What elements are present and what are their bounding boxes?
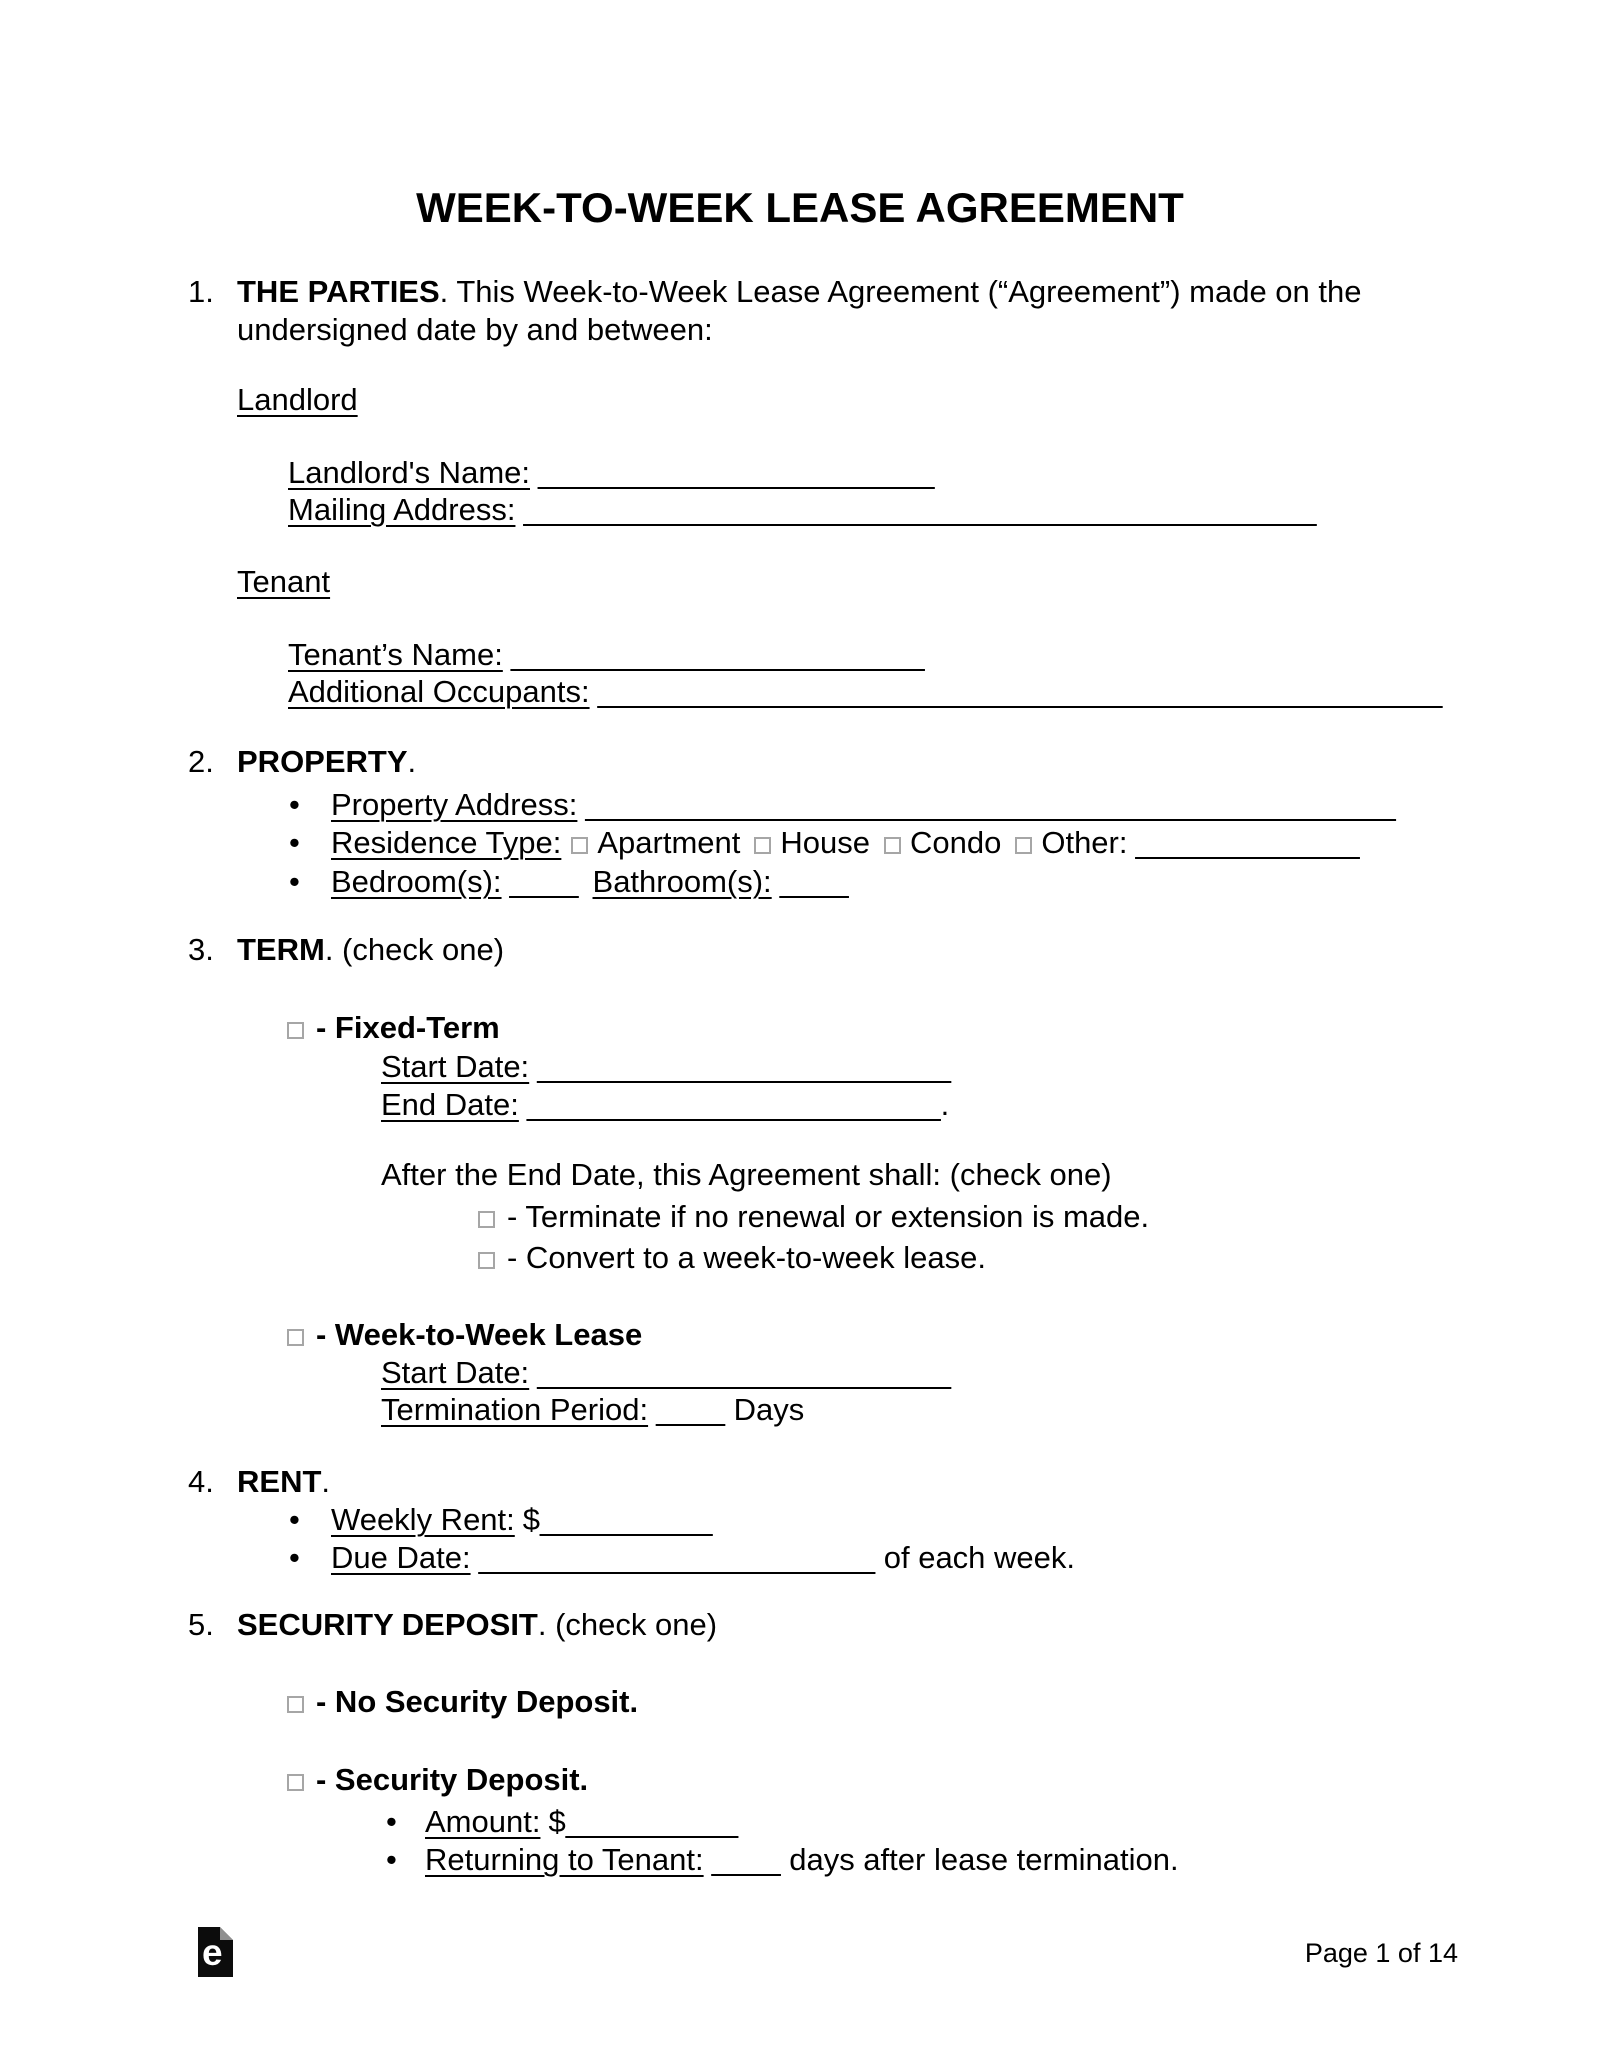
landlord-heading: Landlord (237, 382, 358, 417)
logo-letter: e (202, 1932, 223, 1973)
no-security-deposit-line (287, 1686, 638, 1717)
bullet-icon: • (289, 787, 300, 822)
bullet-icon: • (386, 1842, 397, 1877)
section-number-property: 2. (188, 744, 214, 779)
fixed-term-option-line (287, 1012, 500, 1043)
section-deposit-heading-line (237, 1609, 717, 1640)
section-parties-paragraph (237, 273, 1427, 349)
property-address-line (289, 789, 1396, 820)
week-to-week-option-line (287, 1319, 642, 1350)
bullet-icon: • (386, 1804, 397, 1839)
fixed-end-date-label: End Date: (381, 1087, 519, 1122)
section-deposit-heading-suffix: . (check one) (537, 1607, 718, 1642)
due-date-label: Due Date: (331, 1540, 471, 1575)
bedroom-blank[interactable]: ____ (509, 864, 579, 899)
section-rent-heading: RENT (237, 1464, 322, 1499)
section-number-parties: 1. (188, 274, 214, 309)
fixed-end-date-blank[interactable]: ________________________ (526, 1087, 941, 1122)
house-option-label: House (780, 825, 870, 860)
page-title: WEEK-TO-WEEK LEASE AGREEMENT (416, 184, 1184, 231)
week-to-week-label: - Week-to-Week Lease (316, 1317, 643, 1352)
section-parties-body: . This Week-to-Week Lease Agreement (“Agreement”) made on the undersigned date by and between: (237, 274, 1362, 347)
section-term-heading-line (237, 934, 504, 965)
section-number-rent: 4. (188, 1464, 214, 1499)
bathroom-label: Bathroom(s): (592, 864, 772, 899)
fixed-start-date-blank[interactable]: ________________________ (537, 1049, 951, 1084)
due-date-blank[interactable]: _______________________ (478, 1540, 876, 1575)
terminate-option-label: - Terminate if no renewal or extension is made. (507, 1199, 1150, 1234)
termination-period-label: Termination Period: (381, 1392, 649, 1427)
no-security-deposit-label: - No Security Deposit. (316, 1684, 639, 1719)
bullet-icon: • (289, 1540, 300, 1575)
returning-to-tenant-suffix: days after lease termination. (780, 1842, 1179, 1877)
section-rent-heading-suffix: . (321, 1464, 331, 1499)
weekly-start-date-blank[interactable]: ________________________ (537, 1355, 951, 1390)
fixed-end-date-period: . (940, 1087, 950, 1122)
after-end-date-text: After the End Date, this Agreement shall: (check one) (381, 1157, 1112, 1192)
property-address-blank[interactable]: _______________________________________________ (585, 787, 1396, 822)
landlord-name-label: Landlord's Name: (288, 455, 530, 490)
house-checkbox[interactable] (754, 837, 771, 854)
due-date-suffix: of each week. (875, 1540, 1076, 1575)
weekly-start-date-line (381, 1357, 951, 1388)
deposit-amount-line (386, 1806, 738, 1837)
other-checkbox[interactable] (1015, 837, 1032, 854)
weekly-rent-blank[interactable]: __________ (540, 1502, 713, 1537)
section-number-term: 3. (188, 932, 214, 967)
section-parties-heading: THE PARTIES (237, 274, 440, 309)
bullet-icon: • (289, 1502, 300, 1537)
returning-to-tenant-label: Returning to Tenant: (425, 1842, 704, 1877)
convert-option-line (478, 1242, 986, 1273)
termination-period-line (381, 1394, 804, 1425)
section-number-deposit: 5. (188, 1607, 214, 1642)
bedroom-bathroom-line (289, 866, 849, 897)
weekly-rent-currency: $ (522, 1502, 541, 1537)
section-property-heading-suffix: . (407, 744, 417, 779)
other-option-label: Other: (1041, 825, 1128, 860)
bullet-icon: • (289, 864, 300, 899)
landlord-address-line (288, 494, 1317, 525)
deposit-amount-label: Amount: (425, 1804, 541, 1839)
apartment-option-label: Apartment (597, 825, 741, 860)
section-deposit-heading: SECURITY DEPOSIT (237, 1607, 538, 1642)
page-number: Page 1 of 14 (1304, 1938, 1458, 1968)
landlord-address-label: Mailing Address: (288, 492, 516, 527)
termination-period-blank[interactable]: ____ (656, 1392, 726, 1427)
bedroom-label: Bedroom(s): (331, 864, 502, 899)
fixed-start-date-label: Start Date: (381, 1049, 530, 1084)
section-property-heading: PROPERTY (237, 744, 408, 779)
section-term-heading: TERM (237, 932, 325, 967)
weekly-rent-label: Weekly Rent: (331, 1502, 515, 1537)
landlord-name-blank[interactable]: _______________________ (538, 455, 935, 490)
tenant-occupants-label: Additional Occupants: (288, 674, 590, 709)
bathroom-blank[interactable]: ____ (779, 864, 849, 899)
tenant-occupants-blank[interactable]: _________________________________________________ (597, 674, 1443, 709)
condo-checkbox[interactable] (884, 837, 901, 854)
tenant-occupants-line (288, 676, 1442, 707)
residence-type-label: Residence Type: (331, 825, 562, 860)
returning-to-tenant-line (386, 1844, 1179, 1875)
due-date-line (289, 1542, 1075, 1573)
week-to-week-checkbox[interactable] (287, 1329, 304, 1346)
property-address-label: Property Address: (331, 787, 578, 822)
tenant-name-blank[interactable]: ________________________ (510, 637, 925, 672)
security-deposit-checkbox[interactable] (287, 1774, 304, 1791)
convert-checkbox[interactable] (478, 1252, 495, 1269)
returning-to-tenant-blank[interactable]: ____ (711, 1842, 781, 1877)
fixed-term-checkbox[interactable] (287, 1022, 304, 1039)
other-blank[interactable]: _____________ (1135, 825, 1360, 860)
landlord-name-line (288, 457, 935, 488)
section-property-heading-line (237, 746, 416, 777)
section-term-heading-suffix: . (check one) (324, 932, 505, 967)
security-deposit-label: - Security Deposit. (316, 1762, 589, 1797)
fixed-end-date-line (381, 1089, 949, 1120)
no-security-deposit-checkbox[interactable] (287, 1696, 304, 1713)
weekly-rent-line (289, 1504, 712, 1535)
bullet-icon: • (289, 825, 300, 860)
fixed-start-date-line (381, 1051, 951, 1082)
weekly-start-date-label: Start Date: (381, 1355, 530, 1390)
tenant-name-label: Tenant’s Name: (288, 637, 503, 672)
termination-period-suffix: Days (725, 1392, 805, 1427)
fixed-term-label: - Fixed-Term (316, 1010, 500, 1045)
deposit-amount-blank[interactable]: __________ (565, 1804, 739, 1839)
condo-option-label: Condo (909, 825, 1002, 860)
terminate-checkbox[interactable] (478, 1211, 495, 1228)
apartment-checkbox[interactable] (571, 837, 588, 854)
security-deposit-line (287, 1764, 588, 1795)
tenant-name-line (288, 639, 925, 670)
eforms-logo (198, 1927, 233, 1977)
convert-option-label: - Convert to a week-to-week lease. (507, 1240, 986, 1275)
deposit-amount-currency: $ (548, 1804, 566, 1839)
landlord-address-blank[interactable]: ______________________________________________ (523, 492, 1317, 527)
tenant-heading: Tenant (237, 564, 331, 599)
residence-type-line (289, 827, 1360, 858)
section-rent-heading-line (237, 1466, 330, 1497)
terminate-option-line (478, 1201, 1149, 1232)
